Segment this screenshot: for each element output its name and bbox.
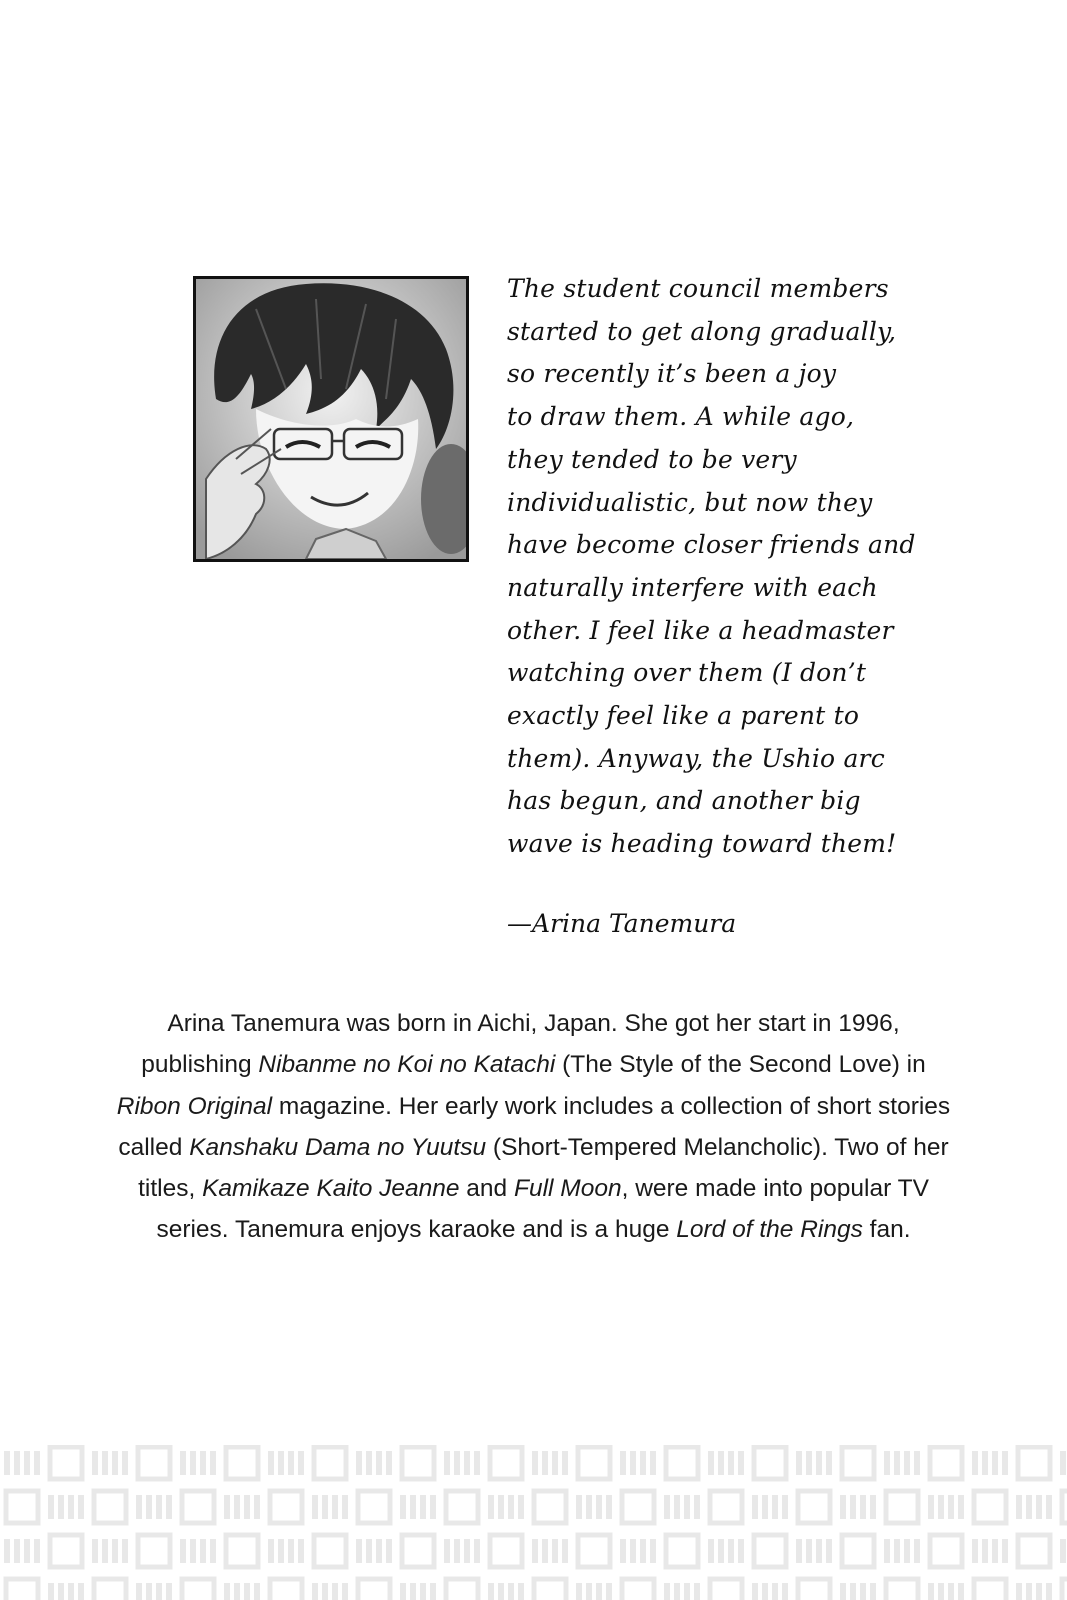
pattern-tile: [180, 1451, 216, 1475]
pattern-tile: [444, 1539, 480, 1563]
pattern-tile: [1060, 1451, 1067, 1475]
bio-line: Ribon Original magazine. Her early work includes a collection of short stories: [116, 1092, 951, 1120]
pattern-tile: [842, 1535, 874, 1567]
pattern-tile: [886, 1579, 918, 1600]
comment-line: them). Anyway, the Ushio arc: [507, 743, 885, 773]
pattern-tile: [884, 1451, 920, 1475]
pattern-tile: [710, 1579, 742, 1600]
pattern-tile: [92, 1451, 128, 1475]
comment-line: so recently it’s been a joy: [507, 359, 837, 389]
pattern-tile: [312, 1583, 348, 1600]
pattern-tile: [1062, 1579, 1067, 1600]
comment-line: to draw them. A while ago,: [507, 402, 855, 432]
pattern-tile: [444, 1451, 480, 1475]
pattern-tile: [1016, 1495, 1052, 1519]
pattern-tile: [226, 1535, 258, 1567]
pattern-tile: [224, 1495, 260, 1519]
comment-line: individualistic, but now they: [507, 487, 873, 517]
pattern-tile: [488, 1583, 524, 1600]
pattern-tile: [886, 1491, 918, 1523]
pattern-tile: [314, 1447, 346, 1479]
pattern-tile: [840, 1495, 876, 1519]
pattern-tile: [94, 1579, 126, 1600]
pattern-tile: [576, 1495, 612, 1519]
pattern-tile: [752, 1583, 788, 1600]
magazine-title: Ribon Original: [116, 1092, 273, 1120]
comment-line: started to get along gradually,: [507, 316, 897, 346]
pattern-tile: [928, 1495, 964, 1519]
pattern-tile: [180, 1539, 216, 1563]
pattern-tile: [226, 1447, 258, 1479]
film-title: Lord of the Rings: [676, 1216, 863, 1244]
pattern-tile: [312, 1495, 348, 1519]
decorative-footer-pattern: [0, 1445, 1067, 1600]
pattern-tile: [708, 1539, 744, 1563]
comment-line: The student council members: [507, 274, 889, 303]
pattern-tile: [136, 1495, 172, 1519]
pattern-tile: [532, 1539, 568, 1563]
bio-line: publishing Nibanme no Koi no Katachi (The Style of the Second Love) in: [141, 1051, 926, 1079]
pattern-tile: [666, 1447, 698, 1479]
pattern-tile: [710, 1491, 742, 1523]
comment-line: watching over them (I don’t: [507, 658, 867, 688]
pattern-tile: [1018, 1535, 1050, 1567]
pattern-tile: [664, 1583, 700, 1600]
pattern-tile: [930, 1447, 962, 1479]
pattern-tile: [268, 1539, 304, 1563]
pattern-tile: [268, 1451, 304, 1475]
pattern-tile: [534, 1579, 566, 1600]
pattern-tile: [974, 1579, 1006, 1600]
pattern-tile: [6, 1491, 38, 1523]
comment-line: they tended to be very: [507, 444, 797, 474]
pattern-tile: [402, 1535, 434, 1567]
pattern-tile: [402, 1447, 434, 1479]
pattern-tile: [1018, 1447, 1050, 1479]
bio-line: called Kanshaku Dama no Yuutsu (Short-Tempered Melancholic). Two of her: [118, 1133, 949, 1161]
pattern-tile: [664, 1495, 700, 1519]
author-comment: [507, 268, 1007, 866]
pattern-tile: [400, 1583, 436, 1600]
pattern-tile: [270, 1579, 302, 1600]
pattern-tile: [4, 1451, 40, 1475]
pattern-tile: [576, 1583, 612, 1600]
comment-line: exactly feel like a parent to: [507, 701, 860, 731]
pattern-tile: [182, 1579, 214, 1600]
pattern-tile: [622, 1491, 654, 1523]
pattern-tile: [224, 1583, 260, 1600]
pattern-tile: [534, 1491, 566, 1523]
pattern-tile: [798, 1579, 830, 1600]
author-signature: —Arina Tanemura: [507, 909, 737, 938]
pattern-tile: [50, 1535, 82, 1567]
pattern-tile: [358, 1491, 390, 1523]
pattern-tile: [840, 1583, 876, 1600]
pattern-tile: [752, 1495, 788, 1519]
pattern-tile: [578, 1447, 610, 1479]
book-title: Nibanme no Koi no Katachi: [258, 1051, 556, 1079]
pattern-tile: [92, 1539, 128, 1563]
series-title: Full Moon: [514, 1175, 622, 1203]
pattern-tile: [972, 1539, 1008, 1563]
pattern-tile: [666, 1535, 698, 1567]
comment-line: wave is heading toward them!: [507, 829, 897, 859]
pattern-tile: [796, 1451, 832, 1475]
pattern-tile: [798, 1491, 830, 1523]
pattern-tile: [138, 1447, 170, 1479]
pattern-tile: [270, 1491, 302, 1523]
pattern-tile: [356, 1539, 392, 1563]
pattern-tile: [138, 1535, 170, 1567]
pattern-tile: [972, 1451, 1008, 1475]
pattern-tile: [620, 1451, 656, 1475]
series-title: Kamikaze Kaito Jeanne: [202, 1175, 460, 1203]
comment-line: naturally interfere with each: [507, 572, 878, 602]
author-bio: [100, 1003, 967, 1251]
pattern-tile: [708, 1451, 744, 1475]
bio-line: Arina Tanemura was born in Aichi, Japan. She got her start in 1996,: [167, 1010, 900, 1037]
pattern-tile: [884, 1539, 920, 1563]
pattern-tile: [50, 1447, 82, 1479]
comment-line: have become closer friends and: [507, 530, 916, 560]
bio-line: series. Tanemura enjoys karaoke and is a huge Lord of the Rings fan.: [156, 1216, 911, 1244]
pattern-tile: [930, 1535, 962, 1567]
comment-line: other. I feel like a headmaster: [507, 615, 894, 645]
pattern-tile: [754, 1535, 786, 1567]
comment-line: has begun, and another big: [507, 786, 861, 816]
portrait-illustration: [196, 279, 466, 559]
pattern-tile: [488, 1495, 524, 1519]
pattern-tile: [94, 1491, 126, 1523]
pattern-tile: [1062, 1491, 1067, 1523]
bio-line: titles, Kamikaze Kaito Jeanne and Full Moon, were made into popular TV: [138, 1175, 929, 1203]
pattern-tile: [842, 1447, 874, 1479]
pattern-tile: [136, 1583, 172, 1600]
pattern-tile: [48, 1583, 84, 1600]
pattern-tile: [490, 1535, 522, 1567]
pattern-tile: [974, 1491, 1006, 1523]
pattern-tile: [446, 1491, 478, 1523]
pattern-tile: [356, 1451, 392, 1475]
author-portrait: [193, 276, 469, 562]
pattern-tile: [490, 1447, 522, 1479]
pattern-tile: [314, 1535, 346, 1567]
pattern-tile: [532, 1451, 568, 1475]
pattern-tile: [578, 1535, 610, 1567]
pattern-tile: [928, 1583, 964, 1600]
book-title: Kanshaku Dama no Yuutsu: [189, 1133, 487, 1161]
pattern-tile: [620, 1539, 656, 1563]
pattern-graphic: [0, 1445, 1067, 1600]
pattern-tile: [796, 1539, 832, 1563]
pattern-tile: [1060, 1539, 1067, 1563]
pattern-tile: [446, 1579, 478, 1600]
pattern-tile: [1016, 1583, 1052, 1600]
pattern-tile: [622, 1579, 654, 1600]
pattern-tile: [182, 1491, 214, 1523]
pattern-tile: [358, 1579, 390, 1600]
pattern-tile: [754, 1447, 786, 1479]
pattern-tile: [400, 1495, 436, 1519]
pattern-tile: [48, 1495, 84, 1519]
pattern-tile: [6, 1579, 38, 1600]
pattern-tile: [4, 1539, 40, 1563]
